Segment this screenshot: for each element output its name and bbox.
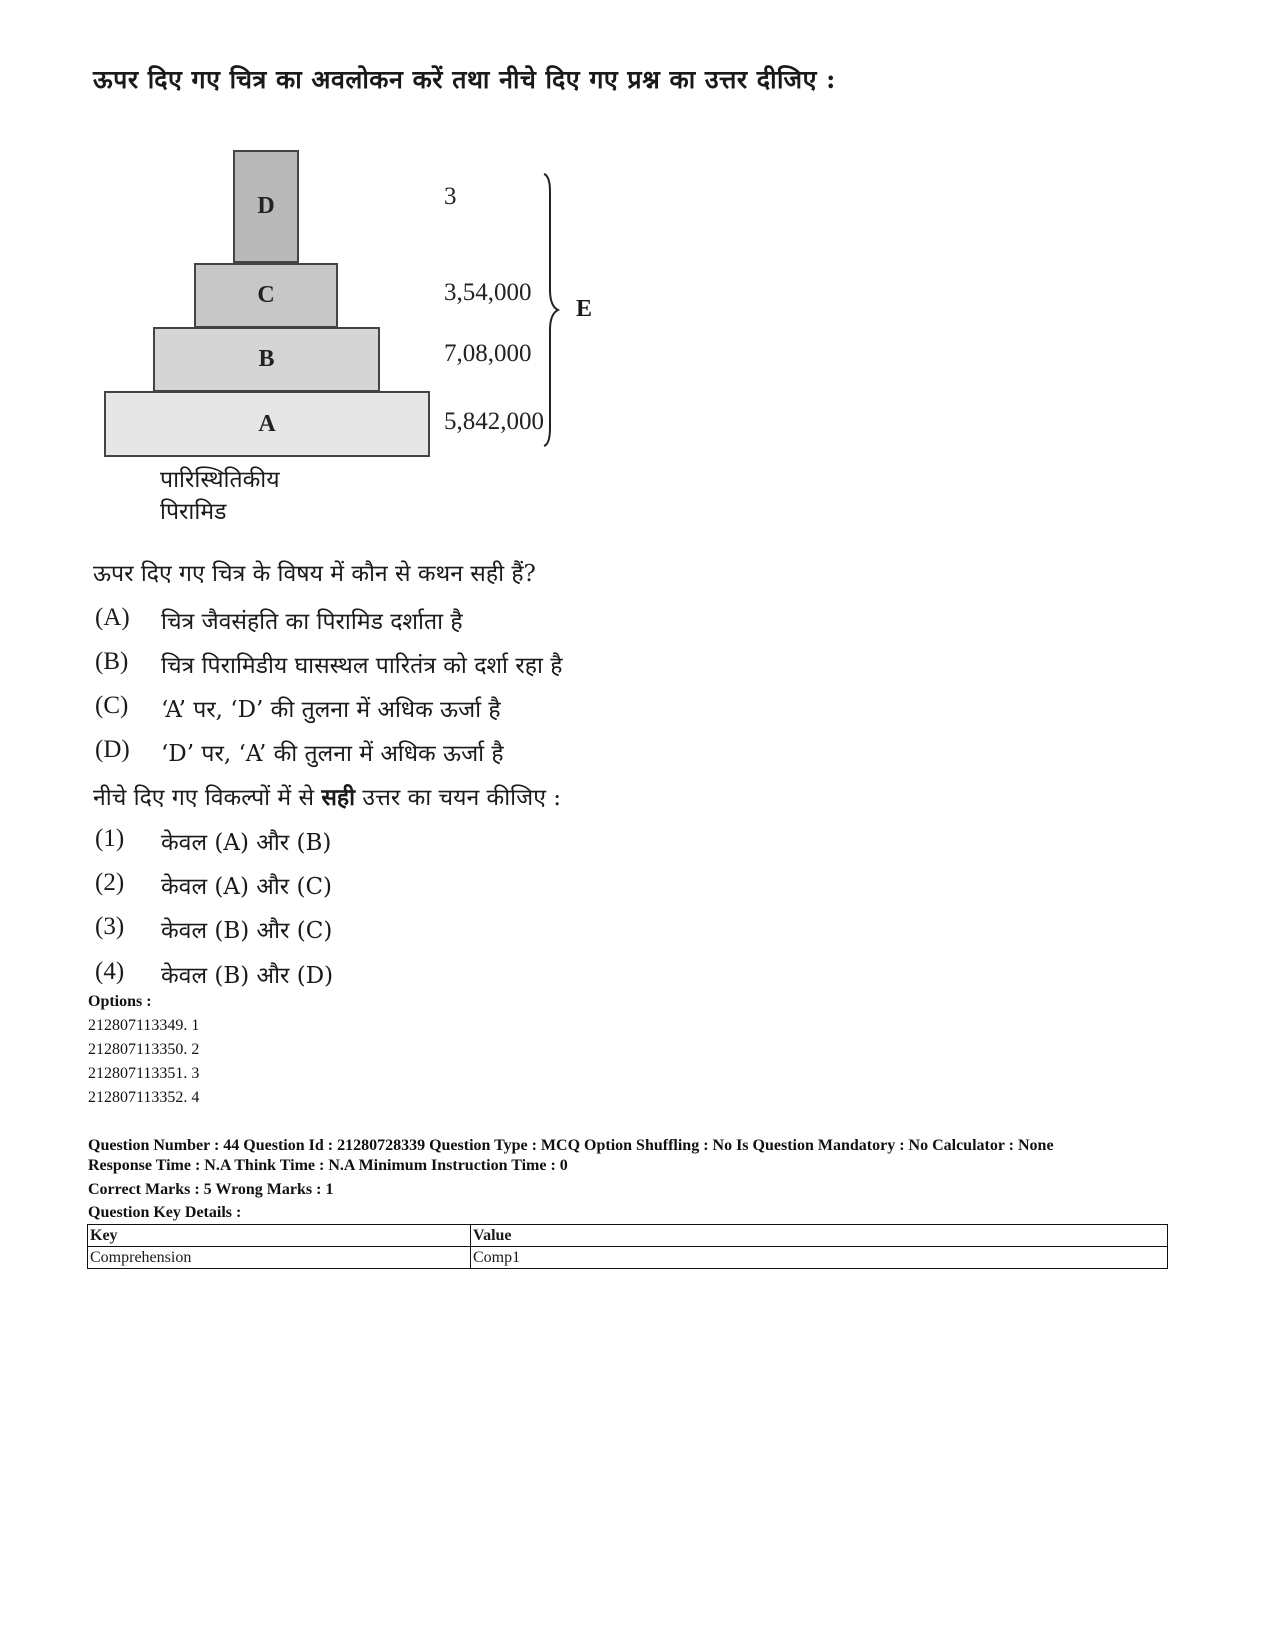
choice-label: (4): [95, 958, 125, 985]
tier-label: A: [258, 410, 276, 437]
choice-label: (1): [95, 825, 125, 852]
instruction-text: ऊपर दिए गए चित्र का अवलोकन करें तथा नीचे दिए गए प्रश्न का उत्तर दीजिए :: [93, 65, 836, 94]
statement-text: ‘A’ पर, ‘D’ की तुलना में अधिक ऊर्जा है: [161, 697, 501, 723]
choice-text: केवल (B) और (D): [161, 963, 334, 989]
marks-line: Correct Marks : 5 Wrong Marks : 1: [88, 1181, 334, 1198]
statement-c: [95, 692, 501, 724]
choose-instruction: [93, 780, 561, 812]
statement-b: [95, 648, 562, 680]
choice-3[interactable]: [95, 913, 332, 945]
statement-a: [95, 604, 463, 636]
brace-label: E: [576, 296, 593, 322]
choice-text: केवल (B) और (C): [161, 918, 333, 944]
pyramid-value-a: 5,842,000: [444, 408, 544, 435]
pyramid-value-b: 7,08,000: [444, 340, 532, 367]
choice-4[interactable]: [95, 958, 333, 990]
statement-text: चित्र पिरामिडीय घासस्थल पारितंत्र को दर्शा रहा है: [161, 653, 563, 679]
option-id-4: 212807113352. 4: [88, 1089, 200, 1106]
pyramid-value-d: 3: [444, 183, 457, 210]
pyramid-tier-d: [233, 150, 299, 263]
table-row: [88, 1247, 1168, 1269]
option-id-3: 212807113351. 3: [88, 1065, 200, 1082]
choice-label: (2): [95, 869, 125, 896]
table-header-value: Value: [471, 1225, 1168, 1247]
choose-bold: सही: [321, 784, 356, 811]
pyramid-caption: पारिस्थितिकीय पिरामिड: [160, 467, 280, 525]
statement-label: (C): [95, 692, 129, 719]
pyramid-value-c: 3,54,000: [444, 279, 532, 306]
choice-2[interactable]: [95, 869, 332, 901]
tier-label: D: [257, 193, 275, 219]
option-id-2: 212807113350. 2: [88, 1041, 200, 1058]
choice-text: केवल (A) और (B): [161, 830, 332, 856]
question-meta-line2: Response Time : N.A Think Time : N.A Minimum Instruction Time : 0: [88, 1157, 568, 1174]
option-id-1: 212807113349. 1: [88, 1017, 200, 1034]
options-heading: Options :: [88, 993, 152, 1010]
table-cell-key: Comprehension: [88, 1247, 471, 1269]
choice-text: केवल (A) और (C): [161, 874, 333, 900]
choice-label: (3): [95, 913, 125, 940]
table-header-key: Key: [88, 1225, 471, 1247]
pyramid-tier-b: [153, 327, 380, 392]
statement-label: (A): [95, 604, 130, 631]
statement-label: (B): [95, 648, 129, 675]
statement-text: चित्र जैवसंहति का पिरामिड दर्शाता है: [161, 609, 463, 635]
key-details-heading: Question Key Details :: [88, 1204, 242, 1221]
statement-d: [95, 736, 504, 768]
pyramid-tier-c: [194, 263, 338, 328]
curly-brace-icon: [540, 172, 570, 448]
table-cell-value: Comp1: [471, 1247, 1168, 1269]
tier-label: C: [257, 282, 275, 308]
table-header-row: [88, 1225, 1168, 1247]
statement-text: ‘D’ पर, ‘A’ की तुलना में अधिक ऊर्जा है: [161, 741, 504, 767]
choose-before: नीचे दिए गए विकल्पों में से: [93, 785, 322, 811]
question-key-table: [87, 1224, 1168, 1269]
choose-after: उत्तर का चयन कीजिए :: [355, 785, 561, 811]
pyramid-tier-a: [104, 391, 430, 457]
question-text: ऊपर दिए गए चित्र के विषय में कौन से कथन सही हैं?: [93, 561, 536, 587]
question-meta-line1: Question Number : 44 Question Id : 21280728339 Question Type : MCQ Option Shuffling : No Is Question Mandatory : No Calculator : None: [88, 1137, 1054, 1154]
tier-label: B: [258, 346, 275, 372]
choice-1[interactable]: [95, 825, 331, 857]
statement-label: (D): [95, 736, 130, 763]
